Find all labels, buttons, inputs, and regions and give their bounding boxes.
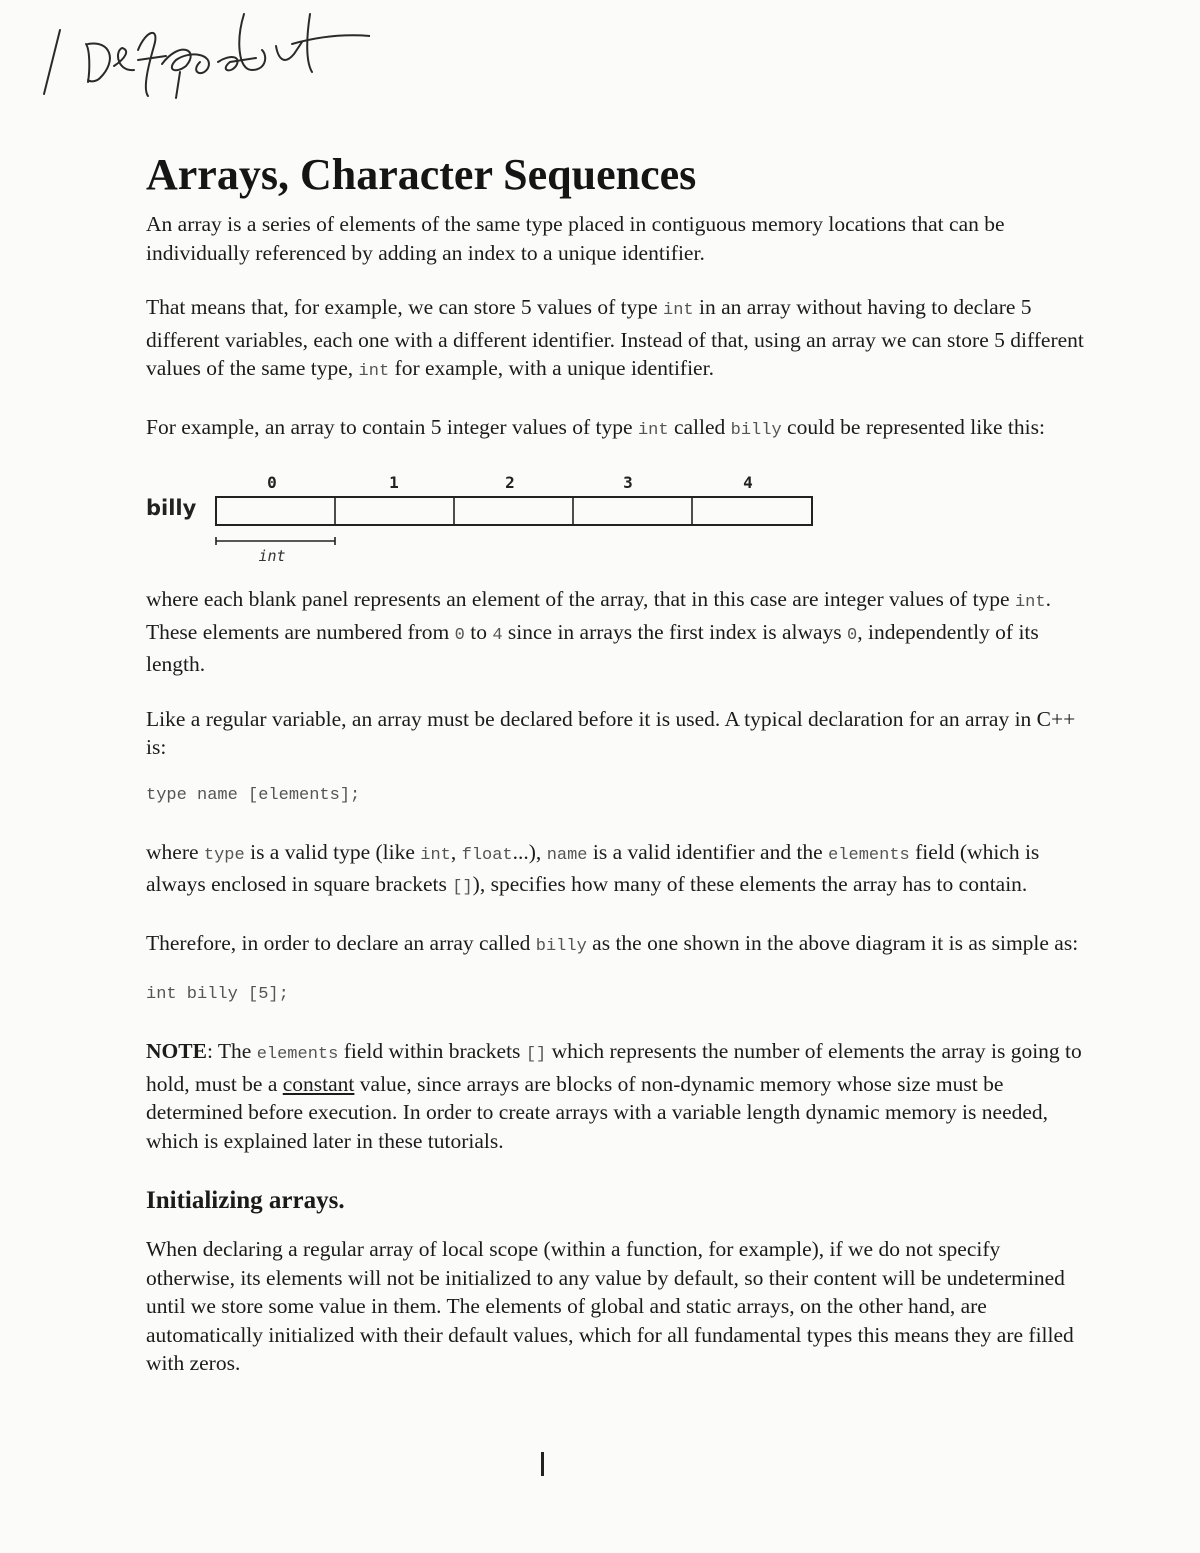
array-index-label: 0 (267, 473, 277, 492)
paragraph-note: NOTE: The elements field within brackets [] which represents the number of elements the array is going to hold, must be a constant value, since arrays are blocks of non-dynamic memory whose size must be determined before execution. In order to create arrays with a variable length dynamic memory is needed, which is explained later in these tutorials. (146, 1039, 1082, 1153)
code-example: int billy [5]; (146, 985, 289, 1004)
inline-code: 0 (454, 625, 465, 645)
inline-code: int (358, 362, 390, 381)
inline-code: 0 (847, 625, 858, 645)
inline-code: [] (452, 878, 473, 897)
page-title: Arrays, Character Sequences (146, 150, 697, 199)
array-diagram (146, 445, 1086, 585)
inline-code: billy (730, 420, 782, 440)
inline-code: int (420, 845, 451, 865)
handwritten-signature (30, 0, 370, 100)
paragraph-declaration-explanation: where type is a valid type (like int, float...), name is a valid identifier and the elements field (which is always enclosed in square brackets []), specifies how many of these elements the array has to contain. (146, 839, 1040, 897)
note-label: NOTE (146, 1039, 207, 1063)
array-index-label: 3 (623, 473, 633, 492)
inline-code: int (1014, 593, 1046, 612)
paragraph-initialization: When declaring a regular array of local scope (within a function, for example), if we do not specify otherwise, its elements will not be initialized to any value by default, so their content will be undetermined until we store some value in them. The elements of global and static arrays, on the other hand, are automatically initialized with their default values, which for all fundamental types this means they are filled with zeros. (146, 1237, 1074, 1375)
code-declaration-syntax: type name [elements]; (146, 785, 361, 805)
inline-code: int (637, 420, 669, 440)
underlined-term: constant (282, 1071, 355, 1096)
array-outline (216, 497, 812, 525)
paragraph-declaration-intro: Like a regular variable, an array must be declared before it is used. A typical declaration for an array in C++ is: (146, 706, 1076, 759)
paragraph-why-arrays: That means that, for example, we can store 5 values of type int in an array without having to declare 5 different variables, each one with a different identifier. Instead of that, using an array we can store 5 different values of the same type, int for example, with a unique identifier. (146, 295, 1084, 381)
array-index-label: 2 (505, 473, 515, 492)
array-index-label: 4 (743, 473, 753, 492)
array-name-label: billy (146, 496, 197, 520)
section-heading: Initializing arrays. (146, 1187, 345, 1214)
paragraph-panel-explanation: where each blank panel represents an element of the array, that in this case are integer values of type int. These elements are numbered from 0 to 4 since in arrays the first index is always 0, independently of its length. (146, 587, 1051, 676)
pen-mark (541, 1452, 544, 1476)
document-body (146, 148, 1086, 1378)
inline-code: billy (535, 936, 587, 956)
paragraph-declare-billy: Therefore, in order to declare an array called billy as the one shown in the above diagram it is as simple as: (146, 930, 1079, 956)
array-index-label: 1 (389, 473, 399, 492)
paragraph-definition: An array is a series of elements of the same type placed in contiguous memory locations that can be individually referenced by adding an index to a unique identifier. (146, 212, 1005, 265)
inline-code: type (203, 845, 245, 865)
inline-code: int (663, 301, 694, 320)
inline-code: elements (828, 845, 910, 865)
paragraph-example-intro: For example, an array to contain 5 integer values of type int called billy could be represented like this: (146, 414, 1045, 440)
inline-code: name (546, 845, 588, 865)
inline-code: 4 (492, 625, 503, 645)
inline-code: elements (256, 1045, 339, 1064)
element-type-label: int (258, 547, 286, 565)
inline-code: float (461, 845, 513, 865)
inline-code: [] (525, 1045, 547, 1064)
